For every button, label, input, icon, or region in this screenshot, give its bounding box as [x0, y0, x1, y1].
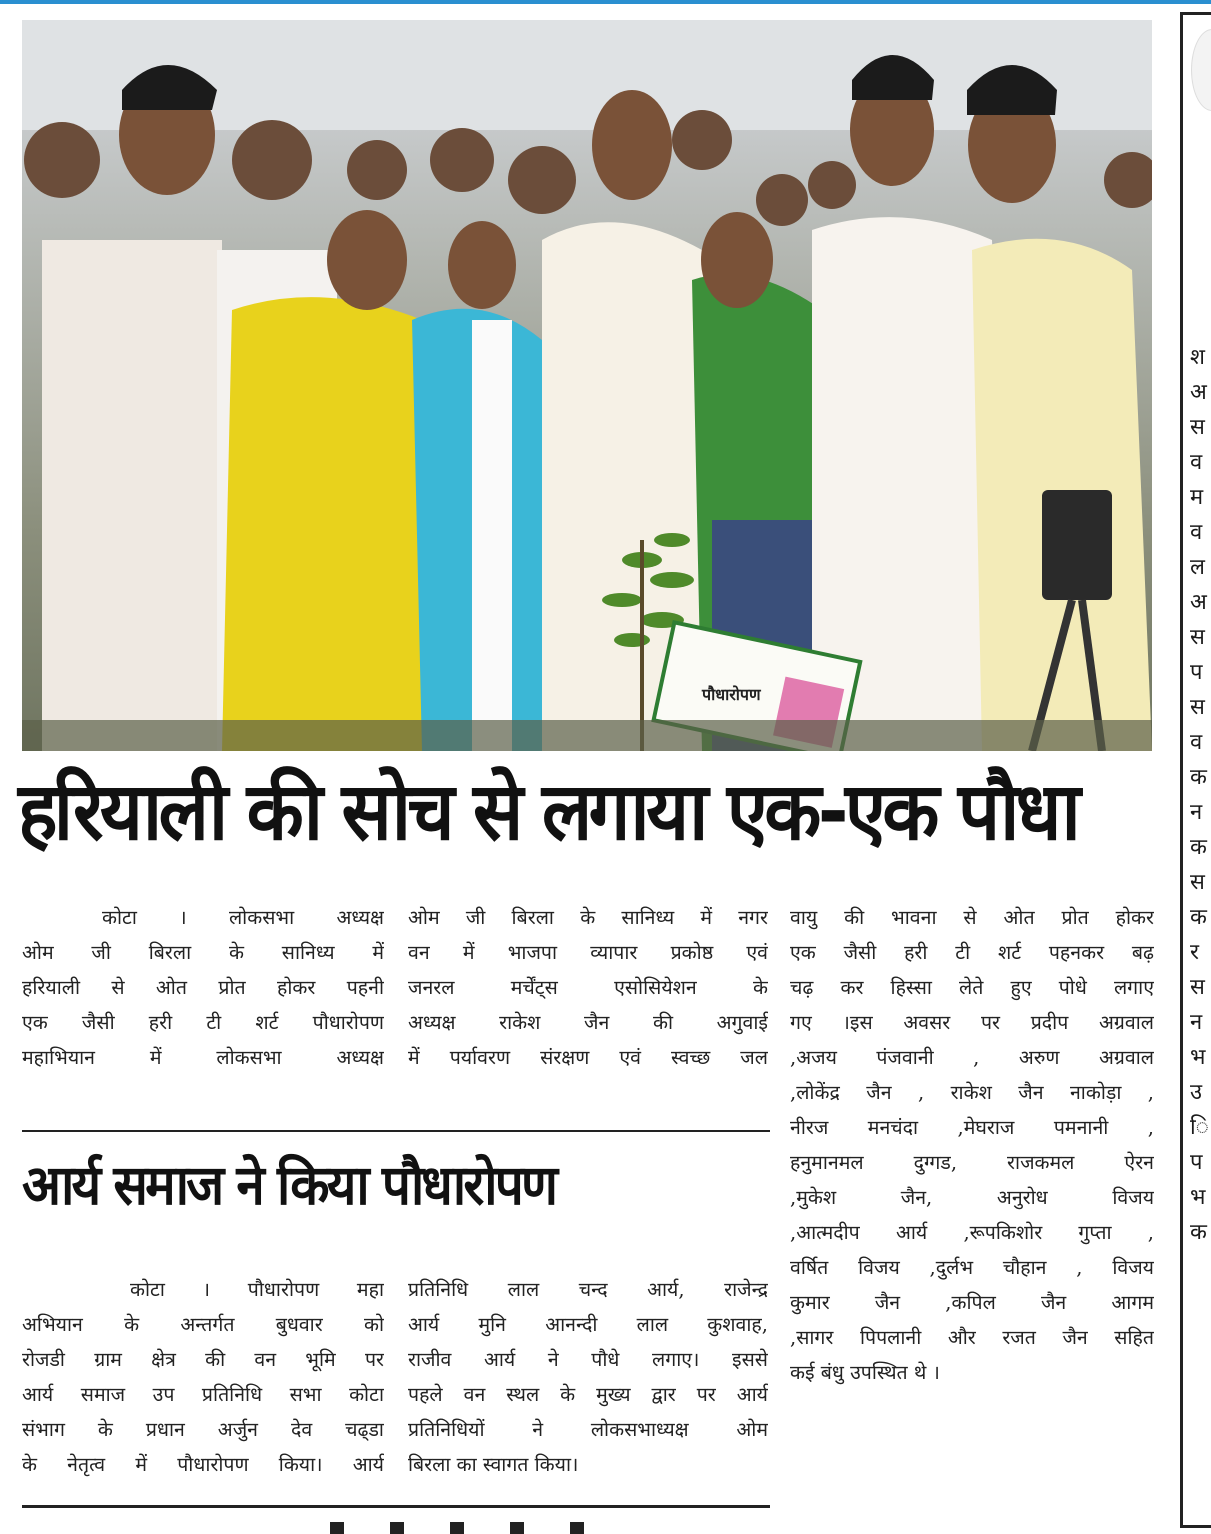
story2-line: प्रतिनिधियों ने लोकसभाध्यक्ष ओम: [408, 1418, 768, 1441]
story1-line: वर्षित विजय ,दुर्लभ चौहान , विजय: [790, 1256, 1154, 1279]
story1-line: कोटा । लोकसभा अध्यक्ष: [102, 906, 384, 929]
story1-line: जनरल मर्चेंट्स एसोसियेशन के: [408, 976, 768, 999]
story2-line: प्रतिनिधि लाल चन्द आर्य, राजेन्द्र: [408, 1278, 768, 1301]
adjacent-glyph: अ: [1190, 590, 1207, 615]
adjacent-glyph: भ: [1190, 1045, 1206, 1070]
adjacent-glyph: प: [1190, 660, 1203, 685]
adjacent-glyph: अ: [1190, 380, 1207, 405]
story2-column-1: [22, 1272, 384, 1487]
story1-line: एक जैसी हरी टी शर्ट पौधारोपण: [22, 1011, 384, 1034]
story1-line: ,मुकेश जैन, अनुरोध विजय: [790, 1186, 1154, 1209]
story1-line: नीरज मनचंदा ,मेघराज पमनानी ,: [790, 1116, 1154, 1139]
story2-line: राजीव आर्य ने पौधे लगाए। इससे: [408, 1348, 768, 1371]
adjacent-glyph: क: [1190, 905, 1207, 930]
story1-line: कुमार जैन ,कपिल जैन आगम: [790, 1291, 1154, 1314]
adjacent-glyph: स: [1190, 625, 1205, 650]
story1-line: ओम जी बिरला के सानिध्य में नगर: [408, 906, 768, 929]
story2-line: आर्य मुनि आनन्दी लाल कुशवाह,: [408, 1313, 768, 1336]
story2-line: अभियान के अन्तर्गत बुधवार को: [22, 1313, 384, 1336]
story1-line: ,लोकेंद्र जैन , राकेश जैन नाकोड़ा ,: [790, 1081, 1154, 1104]
adjacent-glyph: ि: [1190, 1115, 1209, 1140]
story1-line: ,आत्मदीप आर्य ,रूपकिशोर गुप्ता ,: [790, 1221, 1154, 1244]
adjacent-glyph: व: [1190, 520, 1203, 545]
story1-line: ओम जी बिरला के सानिध्य में: [22, 941, 384, 964]
section-divider: [22, 1130, 770, 1132]
news-photo: [22, 20, 1152, 751]
adjacent-glyph: प: [1190, 1150, 1203, 1175]
story1-line: ,अजय पंजवानी , अरुण अग्रवाल: [790, 1046, 1154, 1069]
story1-column-2: [408, 900, 768, 1080]
adjacent-photo-fragment: [1191, 29, 1211, 111]
adjacent-glyph: क: [1190, 835, 1207, 860]
banner-text: पौधारोपण: [702, 685, 761, 704]
story1-line: हरियाली से ओत प्रोत होकर पहनी: [22, 976, 384, 999]
second-headline: आर्य समाज ने किया पौधारोपण: [22, 1153, 556, 1217]
adjacent-glyph: क: [1190, 1220, 1207, 1245]
story1-line: अध्यक्ष राकेश जैन की अगुवाई: [408, 1011, 768, 1034]
adjacent-glyph: न: [1190, 800, 1203, 825]
story2-line: के नेतृत्व में पौधारोपण किया। आर्य: [22, 1453, 384, 1476]
story2-line: आर्य समाज उप प्रतिनिधि सभा कोटा: [22, 1383, 384, 1406]
adjacent-glyph: श: [1190, 345, 1205, 370]
adjacent-glyph: स: [1190, 415, 1205, 440]
adjacent-glyph: ल: [1190, 555, 1205, 580]
adjacent-glyph: भ: [1190, 1185, 1206, 1210]
adjacent-glyph: म: [1190, 485, 1204, 510]
story1-line: महाभियान में लोकसभा अध्यक्ष: [22, 1046, 384, 1069]
adjacent-glyph: स: [1190, 870, 1205, 895]
story1-line: हनुमानमल दुग्गड, राजकमल ऐरन: [790, 1151, 1154, 1174]
story2-line: संभाग के प्रधान अर्जुन देव चढ्डा: [22, 1418, 384, 1441]
adjacent-glyph: न: [1190, 1010, 1203, 1035]
adjacent-glyph: क: [1190, 765, 1207, 790]
story2-line: कोटा । पौधारोपण महा: [130, 1278, 384, 1301]
adjacent-glyph: व: [1190, 730, 1203, 755]
adjacent-article-text: [1190, 340, 1209, 1250]
adjacent-glyph: स: [1190, 975, 1205, 1000]
adjacent-glyph: उ: [1190, 1080, 1203, 1105]
story1-column-3: [790, 900, 1154, 1530]
story1-line: एक जैसी हरी टी शर्ट पहनकर बढ़: [790, 941, 1154, 964]
story1-line: गए ।इस अवसर पर प्रदीप अग्रवाल: [790, 1011, 1154, 1034]
photo-illustration: [22, 20, 1152, 751]
story1-line: चढ़ कर हिस्सा लेते हुए पोधे लगाए: [790, 976, 1154, 999]
story1-line: कई बंधु उपस्थित थे ।: [790, 1361, 940, 1384]
story1-line: ,सागर पिपलानी और रजत जैन सहित: [790, 1326, 1154, 1349]
adjacent-glyph: व: [1190, 450, 1203, 475]
story1-line: वन में भाजपा व्यापार प्रकोष्ठ एवं: [408, 941, 768, 964]
story2-line: रोजडी ग्राम क्षेत्र की वन भूमि पर: [22, 1348, 384, 1371]
story2-column-2: [408, 1272, 768, 1487]
story2-line: पहले वन स्थल के मुख्य द्वार पर आर्य: [408, 1383, 768, 1406]
adjacent-glyph: र: [1190, 940, 1199, 965]
bottom-divider: [22, 1505, 770, 1508]
top-accent-line: [0, 0, 1211, 4]
main-headline: हरियाली की सोच से लगाया एक-एक पौधा: [18, 765, 1078, 858]
story1-column-1: [22, 900, 384, 1080]
next-headline-fragment: [330, 1522, 630, 1534]
story1-line: में पर्यावरण संरक्षण एवं स्वच्छ जल: [408, 1046, 768, 1069]
story2-line: बिरला का स्वागत किया।: [408, 1453, 579, 1476]
adjacent-article-clipped: [1180, 12, 1211, 1528]
story1-line: वायु की भावना से ओत प्रोत होकर: [790, 906, 1154, 929]
adjacent-glyph: स: [1190, 695, 1205, 720]
